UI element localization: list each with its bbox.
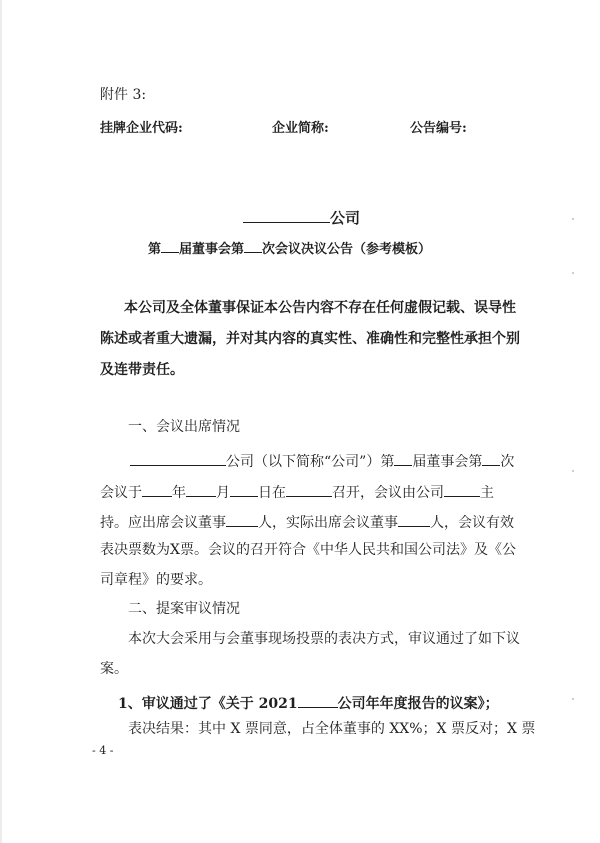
text-run: 召开，会议由公司 (332, 485, 444, 501)
statement-line: 及连带责任。 (100, 362, 184, 378)
text-run: 届董事会第 (412, 454, 483, 470)
month-blank (186, 482, 216, 497)
company-name-blank (243, 208, 330, 223)
company-blank (298, 693, 338, 708)
notice-number-label: 公告编号: (410, 121, 467, 136)
body-line (130, 451, 514, 469)
statement-line: 本公司及全体董事保证本公告内容不存在任何虚假记载、误导性 (124, 300, 516, 316)
text-run: 主 (480, 485, 494, 501)
body-line (100, 482, 494, 500)
meeting-blank (482, 451, 500, 466)
attachment-label: 附件 3: (100, 87, 147, 103)
scan-artifact (572, 272, 574, 274)
body-line: 表决票数为X票。会议的召开符合《中华人民共和国公司法》及《公 (100, 542, 516, 558)
session-blank (161, 238, 179, 253)
text-run: 公司年年度报告的议案》； (337, 696, 499, 712)
text-run: 人，会议有效 (430, 515, 514, 531)
company-blank (130, 451, 226, 466)
statement-line: 陈述或者重大遗漏，并对其内容的真实性、准确性和完整性承担个别 (100, 331, 520, 347)
scan-artifact (572, 698, 574, 700)
subtitle-part: 届董事会第 (179, 242, 245, 257)
section-heading: 二、提案审议情况 (128, 601, 240, 617)
present-directors-blank (398, 512, 430, 527)
page-number: - 4 - (92, 744, 114, 757)
text-run: 1、审议通过了《关于 2021 (118, 696, 298, 712)
body-line (100, 512, 514, 530)
vote-result-line: 表决结果：其中 X 票同意，占全体董事的 XX%；X 票反对；X 票 (128, 721, 536, 737)
notice-subtitle (148, 238, 431, 257)
text-run: 公司（以下简称“公司”）第 (226, 454, 395, 470)
year-blank (142, 482, 172, 497)
body-line: 本次大会采用与会董事现场投票的表决方式，审议通过了如下议 (128, 631, 520, 647)
proposal-item (118, 693, 499, 711)
text-run: 人，实际出席会议董事 (258, 515, 398, 531)
scan-artifact (572, 470, 574, 472)
chair-blank (444, 482, 480, 497)
scan-artifact (572, 218, 574, 220)
subtitle-part: 次会议决议公告（参考模板） (262, 242, 432, 257)
subtitle-part: 第 (148, 242, 162, 257)
notice-title (243, 208, 360, 226)
section-heading: 一、会议出席情况 (128, 419, 240, 435)
company-suffix: 公司 (330, 209, 361, 227)
body-line: 案。 (100, 661, 128, 677)
text-run: 日在 (258, 485, 286, 501)
expected-directors-blank (226, 512, 258, 527)
meeting-number-blank (244, 238, 262, 253)
day-blank (230, 482, 258, 497)
text-run: 年 (172, 485, 186, 501)
company-short-name-label: 企业简称: (272, 121, 329, 136)
body-line: 司章程》的要求。 (100, 572, 212, 588)
text-run: 会议于 (100, 485, 142, 501)
scan-edge (0, 0, 2, 843)
listed-code-label: 挂牌企业代码: (100, 121, 183, 136)
text-run: 持。应出席会议董事 (100, 515, 226, 531)
location-blank (286, 482, 332, 497)
text-run: 次 (500, 454, 515, 470)
session-blank (394, 451, 412, 466)
text-run: 月 (216, 485, 230, 501)
